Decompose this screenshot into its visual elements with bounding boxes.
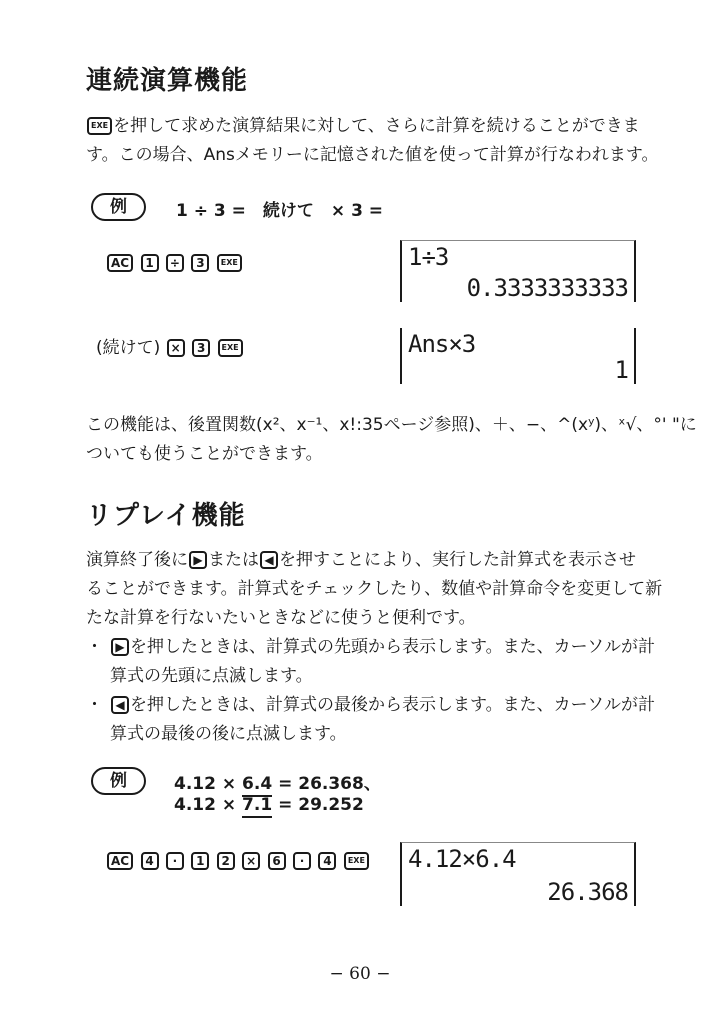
calculator-display-2 <box>400 328 636 384</box>
exe-key: EXE <box>217 254 242 272</box>
decimal-point-key: · <box>166 852 184 870</box>
calculator-display-1 <box>400 240 636 302</box>
digit-3-key: 3 <box>192 339 210 357</box>
example-expression: 1 ÷ 3 = 続けて × 3 = <box>176 201 384 221</box>
decimal-point-key: · <box>293 852 311 870</box>
key-sequence-1 <box>106 253 243 273</box>
example-expression-1: 4.12 × 6.4 = 26.368、 <box>174 769 381 794</box>
left-arrow-key-icon: ◀ <box>260 551 278 569</box>
calculator-display-3 <box>400 842 636 906</box>
continue-label: (続けて) <box>96 338 161 358</box>
display-result: 1 <box>614 356 628 384</box>
bullet-item: ・ ◀ を押したときは、計算式の最後から表示します。また、カーソルが計 算式の最後の後に点滅します。 <box>86 691 646 749</box>
digit-6-key: 6 <box>268 852 286 870</box>
right-arrow-key-icon: ▶ <box>111 638 129 656</box>
page-number: − 60 − <box>329 964 391 984</box>
display-expression: 4.12×6.4 <box>408 845 516 873</box>
ac-key: AC <box>107 852 133 870</box>
section1-paragraph: EXE を押して求めた演算結果に対して、さらに計算を続けることができま す。この場合、Ansメモリーに記憶された値を使って計算が行なわれます。 <box>86 116 659 165</box>
multiply-key: × <box>167 339 185 357</box>
example-expression-2: 4.12 × 7.1 = 29.252 <box>174 795 364 815</box>
section-heading-replay: リプレイ機能 <box>86 501 246 531</box>
digit-1-key: 1 <box>141 254 159 272</box>
exe-key: EXE <box>344 852 369 870</box>
section2-paragraph: 演算終了後に ▶ または ◀ を押すことにより、実行した計算式を表示させ ることができます。計算式をチェックしたり、数値や計算命令を変更して新 たな計算を行ないたいときなどに使うと便利です。 <box>86 550 663 628</box>
example-badge: 例 <box>91 193 146 221</box>
bullet-mark: ・ <box>86 637 103 657</box>
digit-4-key: 4 <box>141 852 159 870</box>
key-sequence-2 <box>96 333 244 358</box>
bullet-item: ・ ▶ を押したときは、計算式の先頭から表示します。また、カーソルが計 算式の先頭に点滅します。 <box>86 633 646 691</box>
exe-key: EXE <box>218 339 243 357</box>
section1-note: この機能は、後置関数(x²、x⁻¹、x!:35ページ参照)、＋、−、^(xʸ)、ˣ√、°' "に ついても使うことができます。 <box>86 415 697 464</box>
ac-key: AC <box>107 254 133 272</box>
left-arrow-key-icon: ◀ <box>111 696 129 714</box>
exe-key-icon: EXE <box>87 117 112 135</box>
display-result: 26.368 <box>547 878 628 906</box>
display-expression: Ans×3 <box>408 330 476 358</box>
example-badge: 例 <box>91 767 146 795</box>
divide-key: ÷ <box>166 254 184 272</box>
bullet-mark: ・ <box>86 695 103 715</box>
digit-1-key: 1 <box>191 852 209 870</box>
digit-2-key: 2 <box>217 852 235 870</box>
key-sequence-3 <box>106 851 370 871</box>
display-expression: 1÷3 <box>408 243 449 271</box>
right-arrow-key-icon: ▶ <box>189 551 207 569</box>
section-heading-continuous-calc: 連続演算機能 <box>86 66 249 96</box>
display-result: 0.3333333333 <box>466 274 628 302</box>
digit-4-key: 4 <box>318 852 336 870</box>
digit-3-key: 3 <box>191 254 209 272</box>
multiply-key: × <box>242 852 260 870</box>
